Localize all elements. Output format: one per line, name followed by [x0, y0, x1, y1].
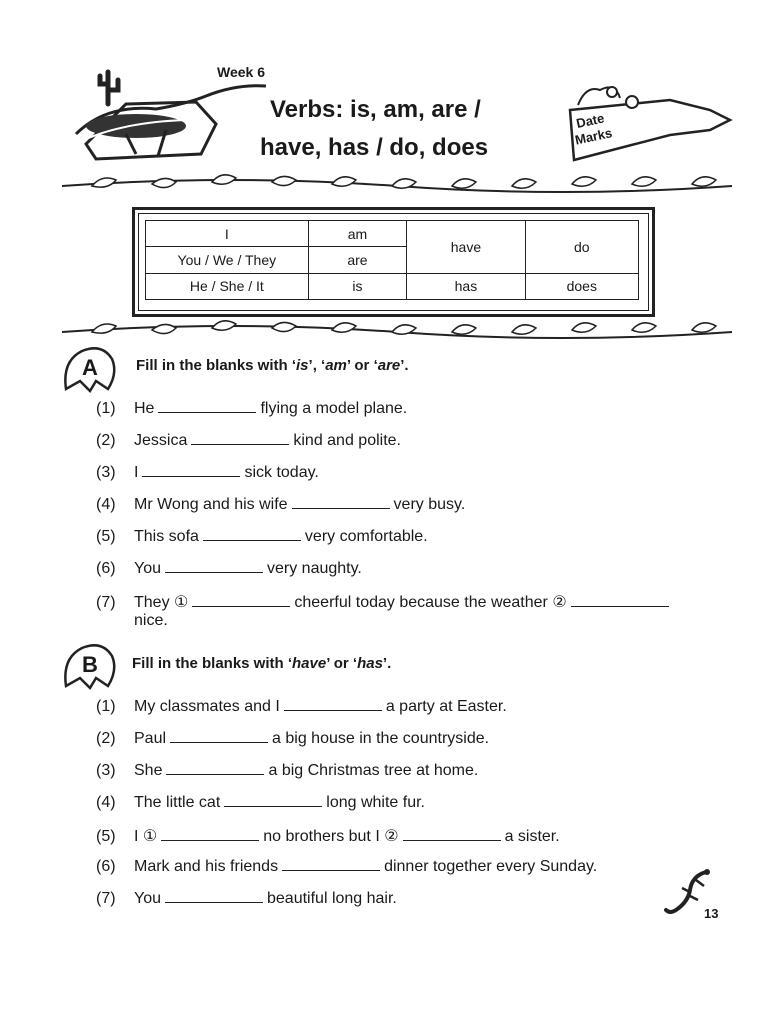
section-a-badge	[60, 343, 120, 393]
answer-blank[interactable]	[203, 539, 301, 541]
answer-blank[interactable]	[284, 709, 382, 711]
section-b-letter: B	[82, 652, 98, 677]
week-label: Week 6	[217, 64, 265, 80]
question-b5: (5) I ① no brothers but I ② a sister.	[96, 828, 560, 845]
question-a1: (1) He flying a model plane.	[96, 400, 408, 417]
marks-label: Marks	[573, 125, 614, 148]
table-cell: He / She / It	[146, 273, 309, 299]
table-cell: have	[407, 221, 525, 274]
question-b4: (4) The little cat long white fur.	[96, 794, 425, 811]
question-a2: (2) Jessica kind and polite.	[96, 432, 401, 449]
table-cell: is	[308, 273, 407, 299]
answer-blank[interactable]	[142, 475, 240, 477]
table-cell: am	[308, 221, 407, 247]
date-label: Date	[574, 110, 606, 131]
answer-blank[interactable]	[403, 839, 501, 841]
question-a4: (4) Mr Wong and his wife very busy.	[96, 496, 466, 513]
question-a7-continued: nice.	[134, 612, 168, 629]
question-a5: (5) This sofa very comfortable.	[96, 528, 428, 545]
answer-blank[interactable]	[166, 773, 264, 775]
answer-blank[interactable]	[161, 839, 259, 841]
section-b-badge	[60, 640, 120, 690]
vine-divider-top	[62, 172, 732, 198]
question-b1: (1) My classmates and I a party at Easter.	[96, 698, 507, 715]
question-b2: (2) Paul a big house in the countryside.	[96, 730, 490, 747]
answer-blank[interactable]	[282, 869, 380, 871]
verb-table	[145, 220, 639, 300]
table-cell: has	[407, 273, 525, 299]
page-number: 13	[704, 906, 719, 921]
vine-divider-bottom	[62, 318, 732, 344]
page-title-line2: have, has / do, does	[260, 134, 489, 161]
table-row	[146, 273, 639, 299]
answer-blank[interactable]	[224, 805, 322, 807]
question-a6: (6) You very naughty.	[96, 560, 362, 577]
table-cell: does	[525, 273, 638, 299]
answer-blank[interactable]	[165, 571, 263, 573]
table-row	[146, 221, 639, 247]
section-a-instruction: Fill in the blanks with ‘is’, ‘am’ or ‘are’.	[136, 357, 409, 374]
page-title-line1: Verbs: is, am, are /	[270, 96, 481, 123]
answer-blank[interactable]	[192, 605, 290, 607]
answer-blank[interactable]	[191, 443, 289, 445]
answer-blank[interactable]	[158, 411, 256, 413]
table-cell: I	[146, 221, 309, 247]
answer-blank[interactable]	[571, 605, 669, 607]
question-b6: (6) Mark and his friends dinner together every Sunday.	[96, 858, 598, 875]
section-a-letter: A	[82, 355, 98, 380]
question-a7: (7) They ① cheerful today because the weather ②	[96, 592, 673, 612]
answer-blank[interactable]	[165, 901, 263, 903]
question-b7: (7) You beautiful long hair.	[96, 890, 397, 907]
answer-blank[interactable]	[170, 741, 268, 743]
question-b3: (3) She a big Christmas tree at home.	[96, 762, 479, 779]
table-cell: You / We / They	[146, 247, 309, 273]
answer-blank[interactable]	[292, 507, 390, 509]
question-a3: (3) I sick today.	[96, 464, 319, 481]
section-b-instruction: Fill in the blanks with ‘have’ or ‘has’.	[132, 655, 392, 672]
table-cell: are	[308, 247, 407, 273]
table-cell: do	[525, 221, 638, 274]
